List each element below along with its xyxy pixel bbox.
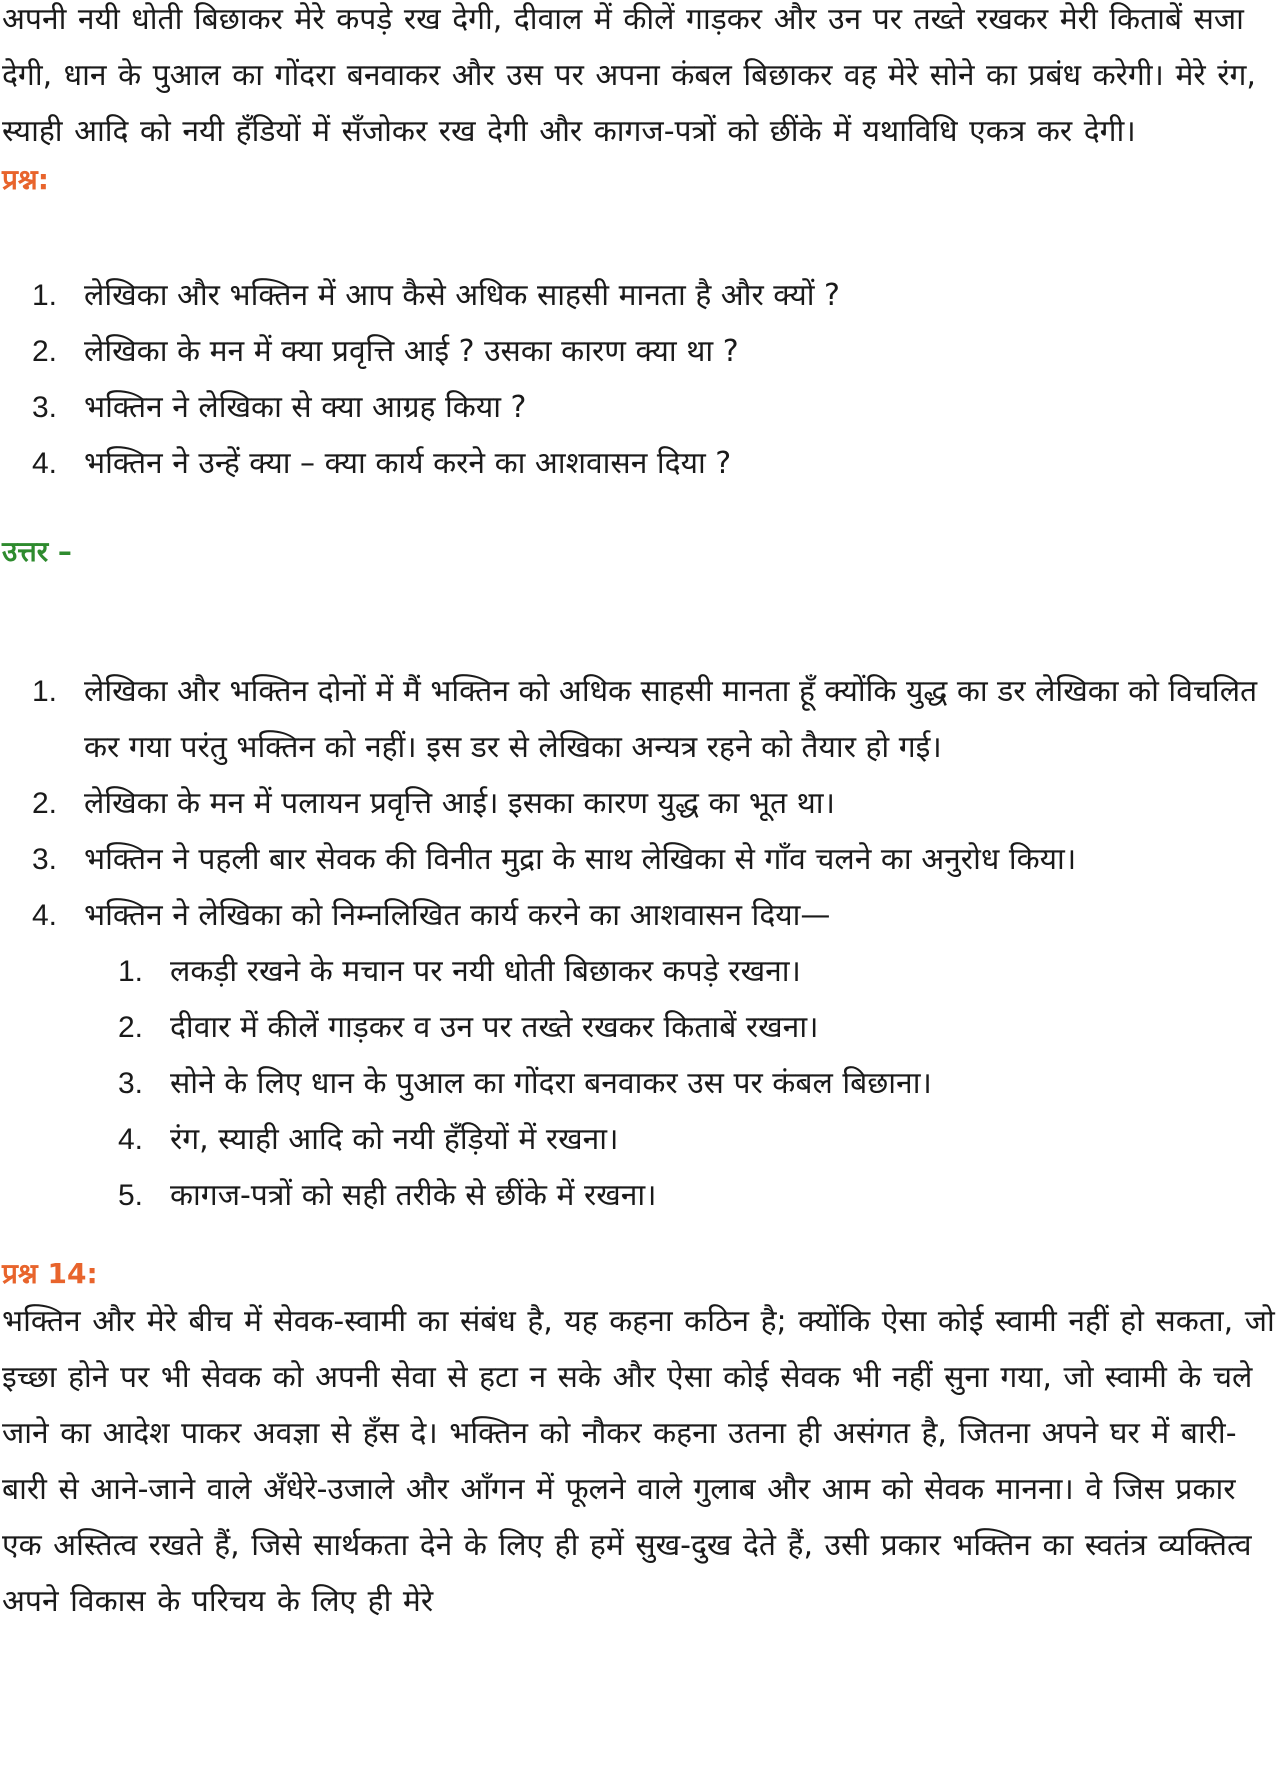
question-number: 1. [32,279,58,312]
sub-answer-text: सोने के लिए धान के पुआल का गोंदरा बनवाकर उस पर कंबल बिछाना। [170,1066,932,1101]
question-heading: प्रश्न: [2,163,49,196]
sub-answer-item [2,944,1275,1000]
question-number: 4. [32,447,58,480]
answer-text: लेखिका और भक्तिन दोनों में मैं भक्तिन को अधिक साहसी मानता हूँ क्योंकि युद्ध का डर लेखिका को विचलित कर गया परंतु भक्तिन को नहीं। इस डर से लेखिका अन्यत्र रहने को तैयार हो गई। [84,674,1258,765]
intro-paragraph: अपनी नयी धोती बिछाकर मेरे कपड़े रख देगी, दीवाल में कीलें गाड़कर और उन पर तख्ते रखकर मेरी किताबें सजा देगी, धान के पुआल का गोंदरा बनवाकर और उस पर अपना कंबल बिछाकर वह मेरे सोने का प्रबंध करेगी। मेरे रंग, स्याही आदि को नयी हँडियों में सँजोकर रख देगी और कागज-पत्रों को छींके में यथाविधि एकत्र कर देगी। [2,2,1256,149]
sub-answer-number: 5. [118,1179,144,1212]
question-number: 2. [32,335,58,368]
sub-answer-text: कागज-पत्रों को सही तरीके से छींके में रखना। [170,1178,657,1213]
sub-answer-item [2,1000,1275,1056]
answer-item [2,888,1275,944]
sub-answer-list [2,944,1275,1224]
question-item [2,268,1275,324]
answer-number: 4. [32,899,58,932]
answer-item [2,776,1275,832]
sub-answer-number: 3. [118,1067,144,1100]
sub-answer-item [2,1056,1275,1112]
answer-item [2,664,1275,776]
spacer [2,572,1275,664]
answer-number: 1. [32,675,58,708]
answer-number: 3. [32,843,58,876]
answer-list [2,664,1275,944]
question-number: 3. [32,391,58,424]
question-list [2,268,1275,492]
spacer [2,200,1275,268]
answer-number: 2. [32,787,58,820]
sub-answer-item [2,1168,1275,1224]
sub-answer-text: रंग, स्याही आदि को नयी हँड़ियों में रखना। [170,1122,619,1157]
sub-answer-number: 4. [118,1123,144,1156]
answer-text: भक्तिन ने पहली बार सेवक की विनीत मुद्रा के साथ लेखिका से गाँव चलने का अनुरोध किया। [84,842,1077,877]
question-text: लेखिका और भक्तिन में आप कैसे अधिक साहसी मानता है और क्यों ? [84,278,840,313]
spacer [2,1224,1275,1254]
question14-heading: प्रश्न 14: [2,1257,98,1290]
sub-answer-number: 1. [118,955,144,988]
answer-text: भक्तिन ने लेखिका को निम्नलिखित कार्य करने का आशवासन दिया— [84,898,831,933]
sub-answer-text: लकड़ी रखने के मचान पर नयी धोती बिछाकर कपड़े रखना। [170,954,801,989]
question-text: लेखिका के मन में क्या प्रवृत्ति आई ? उसका कारण क्या था ? [84,334,739,369]
question-item [2,436,1275,492]
question-text: भक्तिन ने लेखिका से क्या आग्रह किया ? [84,390,527,425]
answer-text: लेखिका के मन में पलायन प्रवृत्ति आई। इसका कारण युद्ध का भूत था। [84,786,835,821]
question-item [2,380,1275,436]
sub-answer-text: दीवार में कीलें गाड़कर व उन पर तख्ते रखकर किताबें रखना। [170,1010,819,1045]
spacer [2,492,1275,532]
question-item [2,324,1275,380]
answer-item [2,832,1275,888]
sub-answer-number: 2. [118,1011,144,1044]
question-text: भक्तिन ने उन्हें क्या – क्या कार्य करने का आशवासन दिया ? [84,446,732,481]
question14-paragraph: भक्तिन और मेरे बीच में सेवक-स्वामी का संबंध है, यह कहना कठिन है; क्योंकि ऐसा कोई स्वामी नहीं हो सकता, जो इच्छा होने पर भी सेवक को अपनी सेवा से हटा न सके और ऐसा कोई सेवक भी नहीं सुना गया, जो स्वामी के चले जाने का आदेश पाकर अवज्ञा से हँस दे। भक्तिन को नौकर कहना उतना ही असंगत है, जितना अपने घर में बारी-बारी से आने-जाने वाले अँधेरे-उजाले और आँगन में फूलने वाले गुलाब और आम को सेवक मानना। वे जिस प्रकार एक अस्तित्व रखते हैं, जिसे सार्थकता देने के लिए ही हमें सुख-दुख देते हैं, उसी प्रकार भक्तिन का स्वतंत्र व्यक्तित्व अपने विकास के परिचय के लिए ही मेरे [2,1304,1275,1619]
sub-answer-item [2,1112,1275,1168]
answer-heading: उत्तर – [2,535,72,568]
